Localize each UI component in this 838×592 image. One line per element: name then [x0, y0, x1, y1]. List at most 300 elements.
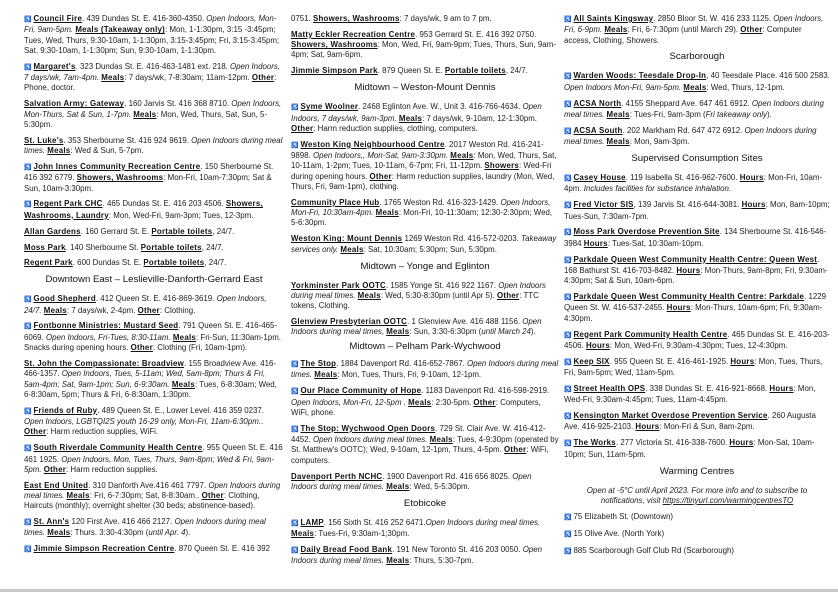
listing-text: : Tues, 4-9:30pm (operated by St. Matthew's OOTC); Wed, 9-10am, 12-1pm, Thurs, 4-5pm.: [291, 435, 559, 455]
listing-italic-text: Fri takeaway only: [705, 109, 767, 119]
section-heading: Downtown East – Leslieville-Danforth-Gerrard East: [45, 274, 263, 286]
wheelchair-accessible-icon: ♿: [564, 386, 572, 393]
listing-entry: [24, 99, 284, 130]
listing-text: . 953 Gerrard St. E. 416 392 0750.: [415, 29, 537, 39]
listing-text: : Computers, WiFi, phone.: [291, 397, 541, 417]
wheelchair-accessible-icon: ♿: [291, 105, 299, 112]
listing-text: 75 Elizabeth St. (Downtown): [573, 512, 674, 522]
listing-text: : Harm reduction supplies, WiFi.: [46, 427, 159, 437]
listing-italic-text: Open Indoors,, Mon-Sat, 9am-3:30pm.: [312, 151, 449, 161]
listing-entry: [564, 173, 830, 195]
listing-name: Daily Bread Food Bank: [300, 545, 393, 554]
listing-italic-text: Open Indoors during meal times.: [291, 359, 559, 380]
listing-entry: [564, 71, 830, 93]
listing-text: : Mon-Thurs, 10am-6pm; Fri, 9:30am-4:30pm.: [564, 303, 823, 323]
wheelchair-accessible-icon: ♿: [564, 17, 572, 23]
listing-italic-text: Open Indoors, 7 days/wk, 9am-3pm.: [291, 102, 542, 123]
wheelchair-accessible-icon: ♿: [24, 324, 32, 331]
listing-text: . 1183 Davenport Rd. 416-598-2919.: [421, 386, 550, 396]
wheelchair-accessible-icon: ♿: [564, 203, 572, 210]
listing-entry: [291, 545, 559, 567]
listing-entry: [291, 14, 559, 24]
listing-label: Other: [130, 343, 153, 353]
listing-italic-text: until March 24: [481, 327, 531, 337]
listing-label: Hours: [583, 238, 608, 248]
listing-label: Meals: [357, 290, 381, 300]
listing-label: Hours: [729, 438, 754, 448]
section-heading: Etobicoke: [403, 497, 447, 509]
listing-entry: [24, 227, 284, 237]
listing-entry: [24, 199, 284, 221]
listing-text: . 277 Victoria St. 416-338-7600.: [615, 438, 730, 448]
listing-entry: [564, 14, 830, 46]
listing-name: East End United: [24, 480, 89, 490]
listing-label: Meals: [47, 528, 71, 538]
listing-name: Glenview Presbyterian OOTC: [291, 316, 408, 326]
listing-name: Allan Gardens: [24, 226, 81, 236]
listing-text: : Mon, 8am-10pm; Tues-Sun, 7:30am-7pm.: [564, 200, 830, 221]
listing-name: Friends of Ruby: [33, 405, 98, 415]
listing-label: Meals (Takeaway only): [75, 25, 166, 35]
listing-italic-text: Open Indoors during meal times.: [564, 125, 817, 147]
listing-text: . 134 Sherbourne St. 416-546-3984: [564, 227, 827, 248]
listing-label: Other: [291, 123, 314, 133]
listing-label: Other: [504, 445, 527, 455]
listing-label: Portable toilets: [151, 226, 213, 236]
warming-centres-link[interactable]: https://tinyurl.com/warmingcentresTO: [662, 495, 794, 505]
listing-entry: [24, 544, 284, 555]
listing-label: Other: [137, 305, 160, 315]
listing-text: . 879 Queen St. E.: [377, 66, 445, 76]
wheelchair-accessible-icon: ♿: [24, 408, 32, 415]
listing-name: Casey House: [573, 173, 626, 183]
listing-italic-text: Open Indoors Mon-Fri, 9am-5pm.: [564, 82, 682, 92]
listing-entry: [291, 66, 559, 76]
listing-entry: [291, 386, 559, 418]
listing-text: : Mon-Fri, 10am-4pm.: [564, 173, 823, 194]
listing-entry: [24, 258, 284, 268]
listing-name: LAMP: [300, 517, 324, 527]
listing-text: : Mon-Thurs, 9am-8pm; Fri, 9:30am-4:30pm; Sat & Sun, 10am-6pm.: [564, 265, 828, 286]
listing-text: : Thurs. 3:30-4:30pm (: [70, 528, 149, 538]
listing-text: . 160 Gerrard St. E.: [80, 226, 152, 236]
listing-label: Hours: [730, 356, 755, 366]
listing-text: . 791 Queen St. E. 416-465-6069.: [24, 321, 278, 342]
listing-text: . 1 Glenview Ave. 416 488 1156.: [407, 316, 523, 326]
listing-name: Margaret's: [33, 61, 76, 71]
listing-name: St. John the Compassionate: Broadview: [24, 358, 185, 368]
listing-name: Council Fire: [33, 14, 83, 23]
listing-italic-text: Open Indoors during meal times.: [24, 135, 283, 156]
listing-label: Meals: [604, 25, 628, 35]
listing-text: . 1585 Yonge St. 416 922 1167.: [386, 280, 499, 290]
listing-name: Fontbonne Ministries: Mustard Seed: [33, 321, 179, 331]
listing-entry: [24, 443, 284, 475]
listing-label: Meals: [606, 137, 630, 147]
listing-text: . 155 Broadview Ave. 416-466-1357.: [24, 358, 277, 379]
listing-text: . 1765 Weston Rd. 416-323-1429.: [379, 197, 501, 207]
listing-entry: [24, 243, 284, 253]
listing-label: Meals: [429, 435, 453, 445]
listing-text: : 2:30-5pm.: [431, 397, 474, 407]
listing-entry: [24, 359, 284, 400]
wheelchair-accessible-icon: ♿: [24, 297, 32, 304]
listing-label: Meals: [398, 113, 423, 123]
listing-text: . 168 Bathurst St. 416-703-8482.: [564, 254, 820, 275]
listing-text: : Clothing.: [159, 305, 196, 315]
listing-entry: [291, 30, 559, 61]
wheelchair-accessible-icon: ♿: [24, 202, 32, 209]
listing-name: John Innes Community Recreation Centre: [33, 161, 201, 171]
listing-text: : Wed & Sun, 5-7pm.: [70, 146, 144, 156]
listing-italic-text: Open Indoors during meal times.: [291, 545, 543, 566]
listing-italic-text: Open Indoors, LGBTQI2S youth 16-29 only, Mon-Fri, 11am-6:30pm.: [24, 417, 261, 427]
listing-text: : Wed, 5:30-8:30pm (until Apr 5).: [380, 290, 497, 300]
listing-text: : Harm reduction supplies, laundry (Mon, Wed, Thurs, Fri, 9am-1pm), clothing.: [291, 171, 555, 191]
listing-italic-text: Open Indoors during meal times.: [291, 280, 547, 300]
listing-text: . 323 Dundas St. E. 416-463-1481 ext. 218.: [75, 61, 230, 71]
listing-entry: [564, 227, 830, 249]
listing-text: : Tues-Fri, 9:30am-1;30pm.: [314, 529, 410, 539]
listing-italic-text: Open Indoors, Mon-Thurs, Sat & Sun, 1-7pm.: [24, 99, 282, 119]
listing-text: : Mon-Fri, 10-11:30am; 12:30-2:30pm; Wed, 5-6:30pm.: [291, 208, 553, 228]
listing-entry: [564, 411, 830, 433]
listing-label: Meals: [314, 370, 338, 380]
listing-entry: [564, 200, 830, 222]
listing-name: Weston King: Mount Dennis: [291, 234, 403, 244]
listing-text: . 870 Queen St. E. 416 392: [174, 544, 270, 554]
listing-text: . 600 Dundas St. E.: [72, 258, 144, 268]
listing-text: : Mon, Wed, Thurs, Sat, Sun, 5-5:30pm.: [24, 109, 268, 129]
listing-name: Fred Victor SIS: [573, 200, 634, 210]
listing-label: Portable toilets: [140, 242, 202, 252]
listing-name: The Stop: [300, 359, 337, 369]
listing-italic-text: Open Indoors during meal times.: [425, 517, 541, 527]
listing-text: : WiFi, computers.: [291, 445, 549, 465]
listing-entry: [291, 234, 559, 255]
listing-text: : Mon-Fri, 10am-7:30pm; Sat & Sun, 10am-3:30pm.: [24, 173, 272, 193]
listing-entry: [24, 14, 284, 56]
listing-label: Portable toilets: [444, 66, 506, 76]
listing-name: Yorkminster Park OOTC: [291, 280, 386, 290]
listing-label: Showers, Washrooms, Laundry: [24, 199, 263, 220]
listing-label: Meals: [133, 109, 157, 119]
listing-italic-text: Open Indoors, Mon-Fri, 10:30am-4pm.: [291, 197, 551, 218]
listing-italic-text: Open Indoors, Fri-Tues, 8:30-11am.: [45, 332, 171, 342]
listing-text: : Wed, 5-5:30pm.: [409, 481, 470, 491]
wheelchair-accessible-icon: ♿: [564, 101, 572, 108]
listing-label: Hours: [585, 340, 611, 350]
listing-text: : Tues-Fri, 9am-3pm (: [629, 109, 706, 119]
listing-text: . 160 Jarvis St. 416 368 8710.: [124, 99, 232, 109]
listing-text: . 465 Dundas St. E. 416-203-4506.: [564, 329, 830, 350]
listing-text: : Mon-Sat, 10am-10pm; Sun, 11am-5pm.: [564, 438, 815, 459]
listing-label: Meals: [172, 332, 197, 342]
listing-italic-text: Open Indoors during meal times.: [312, 435, 428, 445]
wheelchair-accessible-icon: ♿: [564, 176, 572, 183]
listing-text: . 439 Dundas St. E. 416-360-4350.: [82, 14, 207, 23]
listing-text: . 2468 Eglinton Ave. W., Unit 3. 416-766-4634.: [358, 102, 523, 112]
listing-text: . 2017 Weston Rd. 416-241-9898.: [291, 139, 544, 161]
listing-text: : Mon, Wed-Fri, 9:30am-4:45pm; Tues, 11am-4:45pm.: [564, 383, 816, 405]
listing-name: Parkdale Queen West Community Health Centre: Queen West: [573, 254, 818, 264]
listing-name: The Stop: Wychwood Open Doors: [300, 423, 436, 433]
listing-label: Other: [201, 491, 224, 500]
section-heading: Midtown – Weston-Mount Dennis: [354, 82, 496, 94]
listing-label: Showers: [484, 161, 520, 171]
wheelchair-accessible-icon: ♿: [291, 142, 299, 149]
section-heading: Warming Centres: [659, 465, 735, 477]
listing-name: Keep SIX: [573, 356, 610, 366]
listing-entry: [564, 357, 830, 379]
wheelchair-accessible-icon: ♿: [564, 332, 572, 339]
wheelchair-accessible-icon: ♿: [564, 414, 572, 421]
wheelchair-accessible-icon: ♿: [291, 389, 299, 396]
listing-label: Meals: [606, 109, 630, 119]
listing-label: Meals: [683, 82, 707, 92]
listing-name: Community Place Hub: [291, 197, 380, 207]
listing-text: . 156 Sixth St. 416 252 6471.: [323, 517, 426, 527]
listing-italic-text: Open Indoors, Mon-Fri, 12-5pm .: [291, 397, 406, 407]
listing-label: Other: [43, 464, 67, 474]
listing-italic-text: Open Indoors during meal times.: [564, 98, 824, 119]
section-heading: Midtown – Pelham Park-Wychwood: [349, 341, 501, 353]
listing-name: Moss Park: [24, 242, 66, 252]
listing-italic-text: Open Indoors during meal times.: [24, 480, 281, 500]
listing-entry: [564, 126, 830, 148]
listing-label: Meals: [386, 327, 410, 337]
listing-label: Hours: [739, 173, 764, 183]
listing-text: : Tues, 6-8:30am; Wed, 6-8:30am, 5pm; Thurs & Fri, 6-8:30am, 1:30pm.: [24, 379, 277, 399]
listing-text: : Mon, Tues, Thurs, Fri, 9am-5pm; Wed, 11am-5pm.: [564, 356, 823, 378]
listing-entry: [24, 294, 284, 316]
listing-text: . 202 Markham Rd. 647 472 6912.: [622, 125, 745, 135]
listing-name: Warden Woods: Teesdale Drop-In: [573, 71, 707, 81]
wheelchair-accessible-icon: ♿: [291, 520, 299, 527]
listing-label: Hours: [666, 303, 691, 313]
listing-italic-text: Open Indoors, Tues, 5-11am; Wed, 5am-8pm; Thurs & Fri, 5am-4pm; Sat, 9am-1pm; Sun, 6-9:30am.: [24, 369, 266, 389]
listing-entry: [291, 317, 559, 338]
wheelchair-accessible-icon: ♿: [24, 64, 32, 71]
listing-italic-text: Open Indoors, 24/7.: [24, 294, 267, 315]
listing-entry: [564, 99, 830, 121]
listing-label: Other: [496, 290, 520, 300]
listing-text: ,: [381, 327, 387, 337]
listing-entry: [291, 424, 559, 466]
listing-name: Our Place Community of Hope: [300, 386, 422, 396]
listing-label: Meals: [340, 244, 364, 254]
listing-text: : Mon, Wed-Fri, 9am-3pm; Tues, 12-3pm.: [108, 210, 254, 220]
listing-name: Kensington Market Overdose Prevention Service: [573, 411, 768, 421]
listing-name: Davenport Perth NCHC: [291, 471, 383, 481]
listing-label: Meals: [408, 397, 432, 407]
listing-text: : Clothing, Haircuts (monthly); overnight shelter (30 beds; abstinence-based).: [24, 491, 260, 511]
section-heading: Scarborough: [669, 51, 725, 63]
listing-text: : Wed, Thurs, 12-1pm.: [706, 82, 785, 92]
wheelchair-accessible-icon: ♿: [24, 520, 32, 527]
listing-text: . 260 Augusta Ave. 416-925-2103.: [564, 411, 816, 432]
wheelchair-accessible-icon: ♿: [291, 426, 299, 433]
listing-italic-text: Open Indoors during meal times.: [291, 471, 532, 491]
wheelchair-accessible-icon: ♿: [564, 515, 572, 522]
listing-entry: [564, 292, 830, 324]
listing-entry: [291, 102, 559, 134]
listing-text: : Harm reduction supplies.: [66, 464, 158, 474]
listing-label: Meals: [291, 529, 315, 539]
listing-entry: [24, 62, 284, 94]
listing-text: . 1229 Queen St. W. 416-537-2455.: [564, 292, 827, 313]
listing-entry: [564, 546, 830, 557]
listing-text: . 353 Sherbourne St. 416 924 9619.: [63, 135, 192, 145]
listing-text: : Wed-Fri during opening hours.: [291, 161, 552, 181]
section-heading: Midtown – Yonge and Eglinton: [360, 260, 490, 272]
listing-label: Other: [369, 171, 392, 181]
wheelchair-accessible-icon: ♿: [564, 257, 572, 264]
listing-label: Meals: [101, 73, 125, 83]
wheelchair-accessible-icon: ♿: [564, 532, 572, 538]
listing-name: Jimmie Simpson Recreation Centre: [33, 544, 175, 554]
listing-italic-text: Open at -5°C until April 2023. For more info and to subscribe to notifications, visit: [586, 485, 808, 505]
column-right: [564, 14, 830, 563]
listing-name: Moss Park Overdose Prevention Site: [573, 227, 720, 237]
listing-text: , 40 Teesdale Place. 416 500 2583.: [706, 71, 830, 81]
listing-label: Other: [251, 73, 275, 83]
listing-label: Hours: [741, 200, 766, 210]
wheelchair-accessible-icon: ♿: [564, 548, 572, 555]
listing-italic-text: Open Indoors during meal times: [291, 316, 542, 337]
listing-entry: [564, 330, 830, 352]
listing-name: ACSA North: [573, 98, 622, 108]
listing-italic-text: Open Indoors during meal times.: [24, 517, 266, 538]
listing-label: Showers, Washrooms: [76, 173, 164, 183]
listing-text: . 729 St. Clair Ave. W. 416-412-4452.: [291, 423, 546, 445]
listing-entry: [291, 359, 559, 381]
listing-text: .: [260, 417, 264, 427]
listing-entry: [291, 198, 559, 229]
listing-name: Salvation Army: Gateway: [24, 99, 125, 109]
listing-label: Meals: [43, 305, 67, 315]
listing-entry: [564, 384, 830, 406]
listing-text: : Mon, Wed, Thurs, Sat, 10-11am, 1-2pm; Tues, 10-11am, 6-7pm; Fri, 11-12pm.: [291, 151, 557, 171]
listing-label: Meals: [171, 379, 195, 389]
listing-name: All Saints Kingsway: [573, 14, 654, 23]
listing-text: . 2850 Bloor St. W. 416 233 1125.: [653, 14, 774, 23]
section-heading: Supervised Consumption Sites: [631, 153, 763, 165]
listing-italic-text: Open Indoors, Mon-Fri, 9am-5pm.: [24, 14, 277, 35]
listing-label: Meals: [375, 208, 399, 218]
listing-label: Showers, Washrooms: [291, 40, 378, 50]
listing-name: Street Health OPS: [573, 383, 646, 393]
listing-text: : Mon, Wed-Fri, 9:30am-4:30pm; Tues, 12-4:30pm.: [610, 340, 788, 350]
wheelchair-accessible-icon: ♿: [291, 362, 299, 369]
listing-text: . 1884 Davenport Rd. 416-652-7867.: [336, 359, 467, 369]
listing-text: : Mon-Fri & Sun, 8am-2pm.: [659, 422, 755, 432]
listing-entry: [24, 406, 284, 438]
listing-name: Parkdale Queen West Community Health Centre: Parkdale: [573, 292, 805, 302]
listing-text: : Sun, 3:30-6:30pm (: [409, 327, 482, 337]
wheelchair-accessible-icon: ♿: [564, 295, 572, 302]
listing-text: : Mon, 9am-3pm.: [629, 137, 690, 147]
wheelchair-accessible-icon: ♿: [24, 547, 32, 554]
listing-name: St. Ann's: [33, 517, 70, 527]
listing-entry: [564, 438, 830, 460]
listing-name: Regent Park Community Health Centre: [573, 329, 728, 339]
listing-text: : Fri, 6-7:30pm; Sat, 8-8:30am..: [89, 491, 202, 500]
wheelchair-accessible-icon: ♿: [291, 548, 299, 554]
listing-text: 1269 Weston Rd. 416-572-0203.: [402, 234, 522, 244]
listing-name: South Riverdale Community Health Centre: [33, 443, 203, 453]
listing-text: , 24/7.: [505, 66, 528, 76]
listing-text: : Fri-Sun, 11:30am-1pm. Snacks during opening hours.: [24, 332, 281, 353]
listing-label: Hours: [769, 383, 794, 393]
listing-entry: [24, 321, 284, 353]
listing-text: . 191 New Toronto St. 416 203 0050.: [392, 545, 523, 554]
listing-text: : Tues-Sat, 10:30am-10pm.: [607, 238, 704, 248]
listing-entry: [564, 255, 830, 287]
listing-entry: [24, 162, 284, 194]
wheelchair-accessible-icon: ♿: [564, 128, 572, 135]
listing-text: : Computer access, Clothing, Showers.: [564, 25, 802, 45]
listing-text: : Mon, Wed, Fri, 9am-9pm; Tues, Thurs, Sun, 9am-4pm; Sat, 9am-6pm.: [291, 40, 556, 60]
listing-label: Meals: [386, 481, 410, 491]
listing-entry: [291, 281, 559, 312]
listing-text: . 150 Sherbourne St. 416 392 6779.: [24, 161, 274, 183]
listing-italic-text: Open Indoors, 7 days/wk, 7am-4pm.: [24, 61, 281, 83]
listing-italic-text: until Apr. 4: [148, 528, 186, 538]
listing-label: Other: [473, 397, 496, 407]
listing-text: : Clothing (Fri, 10am-1pm).: [152, 343, 248, 353]
listing-name: St. Luke's: [24, 135, 64, 145]
listing-entry: [291, 472, 559, 493]
listing-label: Meals: [66, 491, 90, 500]
listing-text: . 140 Sherbourne St.: [65, 242, 141, 252]
listing-italic-text: Includes facilities for substance inhalation.: [583, 184, 732, 194]
listing-label: Portable toilets: [143, 258, 205, 268]
warming-centres-note: [564, 486, 830, 507]
listing-text: 15 Olive Ave. (North York): [573, 529, 665, 538]
listing-text: . 119 Isabella St. 416-962-7600.: [625, 173, 740, 183]
listing-entry: [24, 136, 284, 157]
listing-entry: [291, 518, 559, 540]
listing-text: . 338 Dundas St. E. 416-921-8668.: [645, 383, 770, 393]
listing-name: Regent Park: [24, 258, 73, 268]
wheelchair-accessible-icon: ♿: [24, 164, 32, 171]
listing-text: 120 First Ave. 416 466 2127.: [69, 517, 175, 527]
listing-text: , 139 Jarvis St. 416-644-3081.: [633, 200, 742, 210]
listing-text: : Harm reduction supplies, clothing, computers.: [313, 123, 478, 133]
listing-text: . 4155 Sheppard Ave. 647 461 6912.: [621, 98, 752, 108]
wheelchair-accessible-icon: ♿: [24, 446, 32, 453]
listing-text: . 465 Dundas St. E. 416 203 4506.: [102, 199, 226, 209]
listing-entry: [24, 481, 284, 512]
listing-text: . 310 Danforth Ave.416 461 7797.: [88, 480, 209, 490]
listing-text: ).: [530, 327, 536, 337]
listing-label: Meals: [386, 556, 410, 566]
listing-text: : Phone, doctor.: [24, 73, 277, 93]
listing-text: : 7 days/wk, 2-4pm.: [66, 305, 138, 315]
listing-text: 0751.: [291, 14, 313, 23]
listing-label: Hours: [676, 265, 701, 275]
listing-text: . 955 Queen St. E. 416-461-1925.: [609, 356, 731, 366]
listing-text: ).: [185, 528, 191, 538]
listing-entry: [564, 512, 830, 523]
listing-text: : 7 days/wk, 9-10am, 12-1:30pm.: [422, 113, 538, 123]
listing-text: : Mon, 1-1:30pm, 3:15 -3:45pm; Tues, Wed, Thurs, 9:30-10am, 1-1:30pm, 3:15-3:45pm; Fri, 3:15-3:45pm; Sat, 9:30-10am, 1-1:30pm; Sun, 9:30-10am, 1-1:30pm.: [24, 25, 280, 55]
listing-entry: [291, 140, 559, 192]
listing-text: . 412 Queen St. E. 416-869-3619.: [95, 294, 217, 304]
listing-italic-text: Takeaway services only.: [291, 234, 557, 254]
listing-name: Regent Park CHC: [33, 199, 103, 209]
